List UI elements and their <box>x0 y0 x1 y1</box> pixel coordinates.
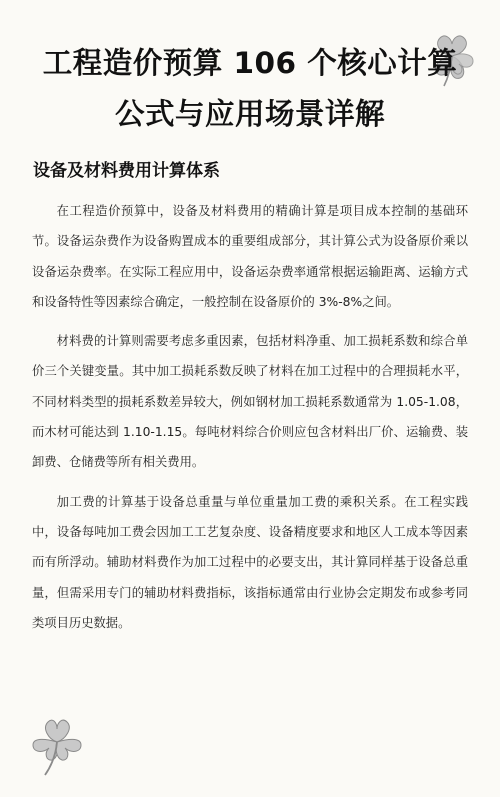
paragraph-1: 在工程造价预算中，设备及材料费用的精确计算是项目成本控制的基础环节。设备运杂费作为设备购置成本的重要组成部分，其计算公式为设备原价乘以设备运杂费率。在实际工程应用中，设备运杂费率通常根据运输距离、运输方式和设备特性等因素综合确定，一般控制在设备原价的 3%-8%之间。 <box>32 204 468 309</box>
four-leaf-clover-icon <box>28 715 86 777</box>
page-title <box>0 38 500 140</box>
section-body <box>32 196 468 647</box>
paragraph-3: 加工费的计算基于设备总重量与单位重量加工费的乘积关系。在工程实践中，设备每吨加工费会因加工工艺复杂度、设备精度要求和地区人工成本等因素而有所浮动。辅助材料费作为加工过程中的必要支出，其计算同样基于设备总重量，但需采用专门的辅助材料费指标，该指标通常由行业协会定期发布或参考同类项目历史数据。 <box>32 494 468 630</box>
title-line-2: 公式与应用场景详解 <box>114 97 385 131</box>
title-line-1: 工程造价预算 106 个核心计算 <box>42 46 458 80</box>
section-heading: 设备及材料费用计算体系 <box>33 161 220 181</box>
paragraph-2: 材料费的计算则需要考虑多重因素，包括材料净重、加工损耗系数和综合单价三个关键变量。其中加工损耗系数反映了材料在加工过程中的合理损耗水平，不同材料类型的损耗系数差异较大，例如钢材加工损耗系数通常为 1.05-1.08，而木材可能达到 1.10-1.15。每吨材料综合价则应包含材料出厂价、运输费、装卸费、仓储费等所有相关费用。 <box>32 334 468 470</box>
